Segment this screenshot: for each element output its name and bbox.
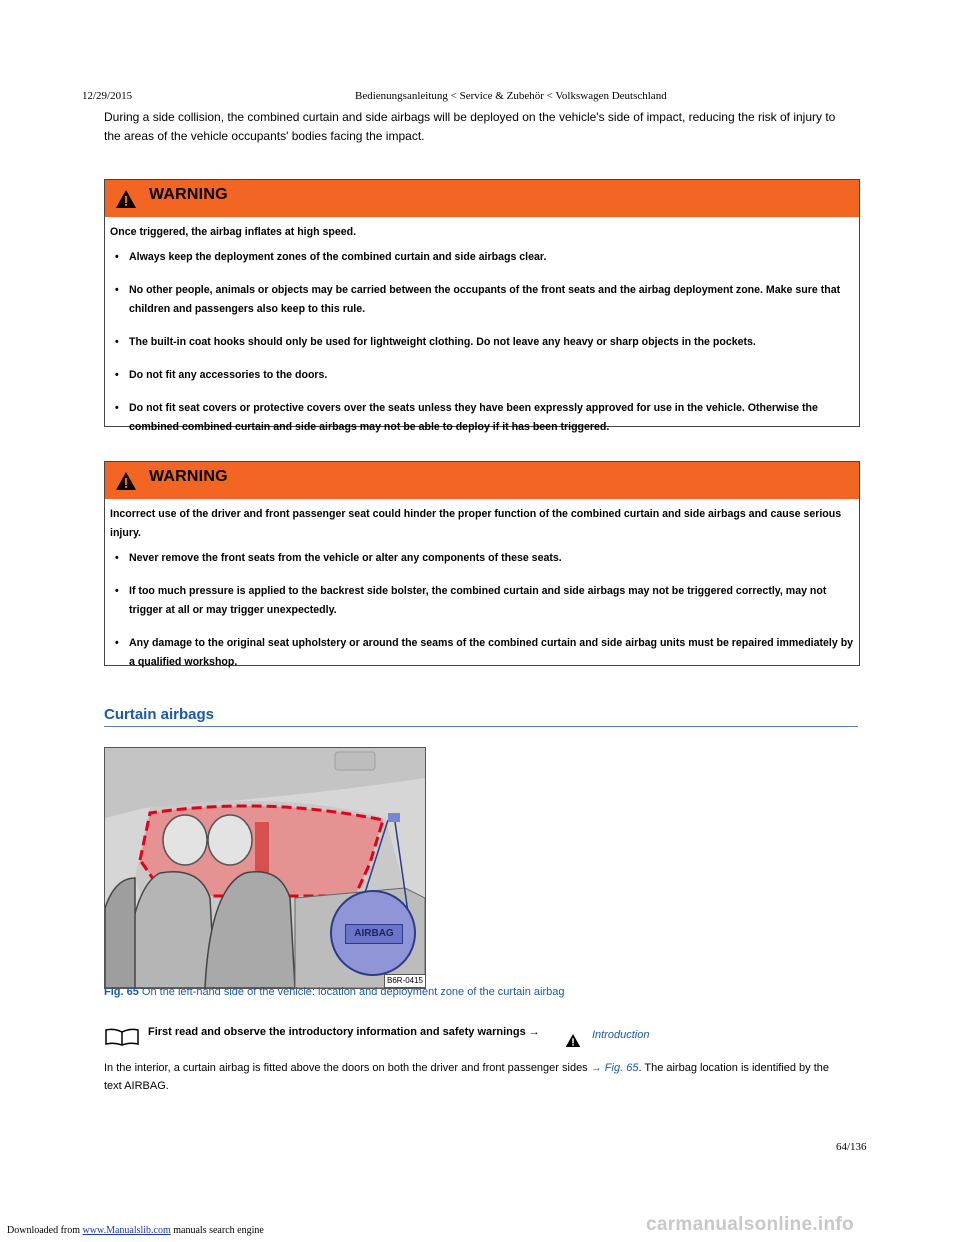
warning-item: • Do not fit any accessories to the doors. <box>105 366 859 385</box>
warning-small-icon <box>565 1033 581 1048</box>
watermark: carmanualsonline.info <box>646 1214 854 1235</box>
intro-paragraph: During a side collision, the combined curtain and side airbags will be deployed on the vehicle's side of impact, reducing the risk of injury to the areas of the vehicle occupants' bodies facing the impact. <box>104 110 836 143</box>
figure-curtain-airbag <box>104 747 426 989</box>
figure-caption-text: On the left-hand side of the vehicle: location and deployment zone of the curtain airbag <box>141 986 565 998</box>
warning-triangle-icon <box>115 189 137 209</box>
page-number: 64/136 <box>836 1141 867 1153</box>
warning-item: • Any damage to the original seat upholstery or around the seams of the combined curtain and side airbag units must be repaired immediately by a qualified workshop. <box>105 634 859 672</box>
header-date: 12/29/2015 <box>82 90 133 102</box>
figure-caption <box>104 986 564 998</box>
warning-title: WARNING <box>149 186 228 203</box>
warning-box-1 <box>104 179 860 433</box>
warning-lead: Incorrect use of the driver and front passenger seat could hinder the proper function of the combined curtain and side airbags and cause serious injury. <box>110 508 842 539</box>
book-icon <box>104 1028 140 1046</box>
figure-number: Fig. 65 <box>104 986 139 998</box>
header-title: Bedienungsanleitung < Service & Zubehör < Volkswagen Deutschland <box>355 90 667 102</box>
warning-header <box>105 180 859 217</box>
warning-list <box>105 248 859 437</box>
body-text-1: In the interior, a curtain airbag is fitted above the doors on both the driver and front passenger sides <box>104 1062 591 1074</box>
figure-code: B6R-0415 <box>384 974 426 988</box>
introduction-link[interactable]: Introduction <box>592 1029 650 1041</box>
manualslib-link[interactable]: www.Manualslib.com <box>82 1225 171 1236</box>
airbag-label: AIRBAG <box>345 924 403 944</box>
warning-item: • Do not fit seat covers or protective covers over the seats unless they have been expressly approved for use in the vehicle. Otherwise the combined combined curtain and side airbags may not be able to deploy if it has been triggered. <box>105 399 859 437</box>
warning-list <box>105 549 859 672</box>
car-interior-illustration <box>105 748 425 988</box>
warning-item: • The built-in coat hooks should only be used for lightweight clothing. Do not leave any heavy or sharp objects in the pockets. <box>105 333 859 352</box>
warning-item: • Always keep the deployment zones of the combined curtain and side airbags clear. <box>105 248 859 267</box>
warning-header <box>105 462 859 499</box>
footer-prefix: Downloaded from <box>7 1225 83 1236</box>
warning-title: WARNING <box>149 468 228 485</box>
read-first-text: First read and observe the introductory information and safety warnings → <box>148 1026 540 1038</box>
download-footer <box>7 1225 264 1236</box>
warning-item: • If too much pressure is applied to the backrest side bolster, the combined curtain and side airbags may not be triggered correctly, may not trigger at all or may trigger unexpectedly. <box>105 582 859 620</box>
warning-lead: Once triggered, the airbag inflates at high speed. <box>110 226 357 238</box>
warning-item: • Never remove the front seats from the vehicle or alter any components of these seats. <box>105 549 859 568</box>
fig-65-link[interactable]: → Fig. 65 <box>590 1062 639 1074</box>
warning-item: • No other people, animals or objects may be carried between the occupants of the front seats and the airbag deployment zone. Make sure that children and passengers also keep to this rule. <box>105 281 859 319</box>
footer-suffix: manuals search engine <box>170 1225 264 1236</box>
body-text-2: . The airbag location is identified by the text AIRBAG. <box>104 1062 830 1092</box>
section-title: Curtain airbags <box>104 706 858 727</box>
body-paragraph <box>104 1059 849 1095</box>
warning-triangle-icon <box>115 471 137 491</box>
warning-box-2 <box>104 461 860 666</box>
